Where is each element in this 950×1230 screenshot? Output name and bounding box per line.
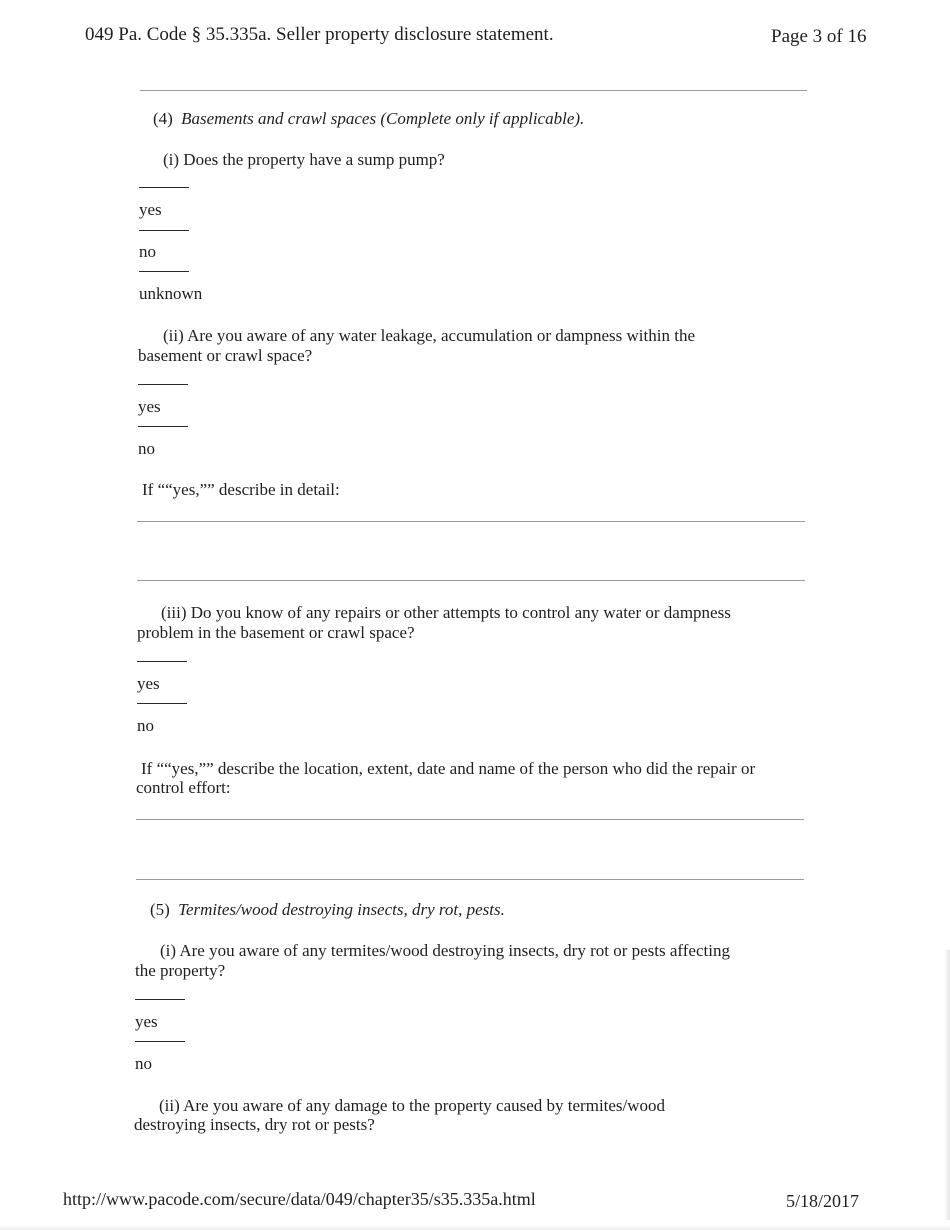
scan-bottom-shadow (0, 1225, 950, 1230)
top-divider (140, 90, 807, 91)
option-label-no: no (135, 1054, 152, 1073)
question-water-leakage-line1: (ii) Are you aware of any water leakage, accumulation or dampness within the (163, 326, 695, 345)
answer-blank-sump-unknown[interactable] (139, 271, 189, 272)
question-damage-line1: (ii) Are you aware of any damage to the property caused by termites/wood (159, 1096, 666, 1115)
option-label-no: no (137, 716, 154, 735)
option-label-unknown: unknown (139, 284, 203, 303)
answer-blank-sump-no[interactable] (139, 230, 189, 231)
answer-blank-termites-yes[interactable] (135, 999, 185, 1000)
question-repairs-line2: problem in the basement or crawl space? (137, 623, 415, 642)
answer-blank-sump-yes[interactable] (139, 187, 189, 188)
option-label-yes: yes (135, 1012, 158, 1031)
print-date: 5/18/2017 (786, 1191, 860, 1211)
section-5-heading (150, 900, 505, 920)
option-label-yes: yes (137, 674, 160, 693)
answer-blank-termites-no[interactable] (135, 1041, 185, 1042)
description-line-repairs-2[interactable] (136, 879, 804, 880)
answer-blank-repairs-yes[interactable] (137, 661, 187, 662)
option-label-yes: yes (139, 200, 162, 219)
followup-prompt-repairs-line2: control effort: (136, 778, 231, 797)
answer-blank-leakage-no[interactable] (138, 426, 188, 427)
option-label-no: no (138, 439, 155, 458)
question-termites-line2: the property? (135, 961, 226, 980)
section-5-title: Termites/wood destroying insects, dry rot, pests. (178, 900, 505, 919)
page-number: Page 3 of 16 (771, 26, 867, 47)
section-4-heading (153, 109, 584, 129)
option-label-no: no (139, 242, 156, 261)
question-repairs-line1: (iii) Do you know of any repairs or other attempts to control any water or dampness (161, 603, 731, 622)
section-4-number: (4) (153, 109, 173, 128)
scan-edge-shadow (944, 950, 950, 1220)
option-label-yes: yes (138, 397, 161, 416)
description-line-repairs-1[interactable] (136, 819, 804, 820)
question-water-leakage-line2: basement or crawl space? (138, 346, 313, 365)
question-termites-line1: (i) Are you aware of any termites/wood destroying insects, dry rot or pests affecting (160, 941, 730, 960)
answer-blank-repairs-no[interactable] (137, 703, 187, 704)
source-url: http://www.pacode.com/secure/data/049/chapter35/s35.335a.html (63, 1189, 536, 1209)
question-damage-line2: destroying insects, dry rot or pests? (134, 1115, 375, 1134)
section-4-title: Basements and crawl spaces (Complete only if applicable). (181, 109, 585, 128)
followup-prompt-leakage: If ““yes,”” describe in detail: (142, 480, 340, 499)
description-line-leakage-2[interactable] (137, 580, 805, 581)
question-sump-pump: (i) Does the property have a sump pump? (163, 150, 445, 169)
followup-prompt-repairs-line1: If ““yes,”” describe the location, extent, date and name of the person who did the repair or (141, 759, 756, 778)
document-title: 049 Pa. Code § 35.335a. Seller property disclosure statement. (85, 24, 554, 45)
answer-blank-leakage-yes[interactable] (138, 384, 188, 385)
section-5-number: (5) (150, 900, 170, 919)
description-line-leakage-1[interactable] (137, 521, 805, 522)
